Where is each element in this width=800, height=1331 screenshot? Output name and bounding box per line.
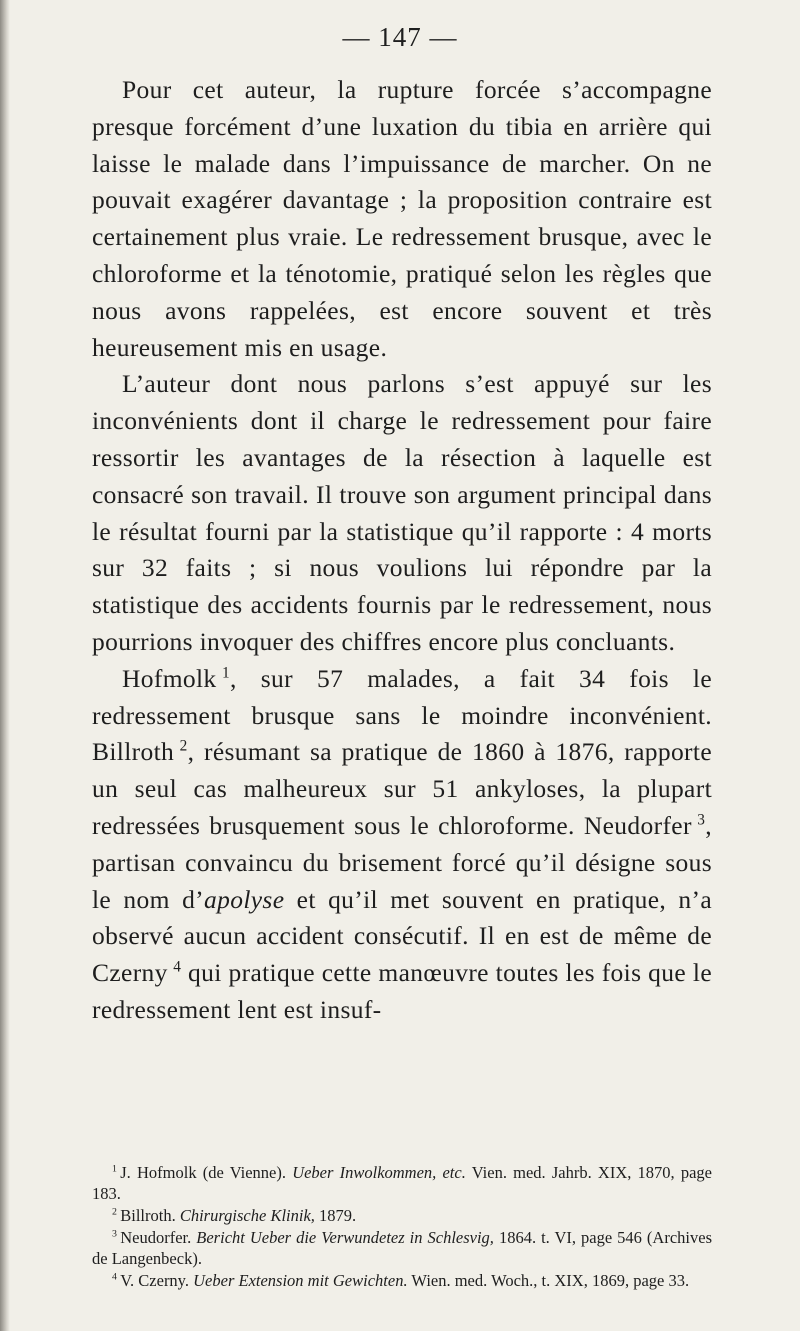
footnote-text: J. Hofmolk (de Vienne). bbox=[120, 1163, 293, 1182]
footnote-text: V. Czerny. bbox=[120, 1271, 194, 1290]
body-text bbox=[92, 72, 712, 1029]
footnote-2 bbox=[92, 1205, 712, 1226]
footnote-title: Chirurgische Klinik, bbox=[179, 1206, 315, 1225]
footnote-number: 4 bbox=[112, 1271, 117, 1283]
footnote-number: 3 bbox=[112, 1228, 117, 1240]
paragraph-3 bbox=[92, 661, 712, 1029]
footnote-1 bbox=[92, 1162, 712, 1204]
page-number-header: — 147 — bbox=[342, 22, 458, 52]
apolyse-term: apolyse bbox=[204, 884, 285, 914]
page-edge bbox=[0, 0, 10, 1331]
footnote-text: 1879. bbox=[314, 1206, 357, 1225]
paragraph-1-text: Pour cet auteur, la rupture forcée s’accompagne presque forcément d’une luxation du tibia en arrière qui laisse le malade dans l’impuissance de marcher. On ne pouvait exagérer davantage ; la proposition contraire est certainement plus vraie. Le redressement brusque, avec le chloroforme et la ténotomie, pratiqué selon les règles que nous avons rappelées, est encore souvent et très heureusement mis en usage. bbox=[92, 75, 712, 362]
paragraph-2 bbox=[92, 366, 712, 660]
paragraph-3-text-e: et qu’il met souvent en pratique, n’a observé aucun accident consécutif. Il en est de même de Czerny bbox=[92, 884, 712, 988]
paragraph-3-text-d: , partisan convaincu du brisement forcé qu’il désigne sous le nom d’ bbox=[92, 810, 712, 914]
footnote-title: Ueber Extension mit Gewichten. bbox=[193, 1271, 408, 1290]
footnote-text: Billroth. bbox=[120, 1206, 180, 1225]
paragraph-3-text-f: qui pratique cette manœuvre toutes les fois que le redressement lent est insuf- bbox=[92, 958, 712, 1024]
footnote-4 bbox=[92, 1270, 712, 1291]
footnote-3 bbox=[92, 1227, 712, 1269]
paragraph-3-text-c: , résumant sa pratique de 1860 à 1876, rapporte un seul cas malheureux sur 51 ankyloses, la plupart redressées brusquement sous le chloroforme. Neudorfer bbox=[92, 737, 712, 840]
footnote-text: Wien. med. Woch., t. XIX, 1869, page 33. bbox=[407, 1271, 690, 1290]
footnote-text: Neudorfer. bbox=[120, 1228, 197, 1247]
footnote-number: 2 bbox=[112, 1206, 117, 1218]
paragraph-3-text-b: , sur 57 malades, a fait 34 fois le redressement brusque sans le moindre inconvénient. Billroth bbox=[92, 663, 712, 767]
footnote-ref-4: 4 bbox=[173, 958, 182, 976]
footnote-title: Ueber Inwolkommen, etc. bbox=[292, 1163, 466, 1182]
footnote-ref-3: 3 bbox=[697, 811, 706, 829]
footnote-number: 1 bbox=[112, 1163, 117, 1175]
footnote-ref-1: 1 bbox=[222, 664, 230, 682]
footnote-text: 1864. t. VI, page 546 (Archives de Langenbeck). bbox=[92, 1228, 712, 1268]
paragraph-1 bbox=[92, 72, 712, 366]
footnote-text: Vien. med. Jahrb. XIX, 1870, page 183. bbox=[92, 1163, 713, 1203]
footnote-ref-2: 2 bbox=[179, 737, 188, 755]
footnote-title: Bericht Ueber die Verwundetez in Schlesvig, bbox=[196, 1228, 494, 1247]
footnotes bbox=[92, 1162, 712, 1292]
paragraph-3-text-a: Hofmolk bbox=[122, 663, 217, 693]
paragraph-2-text: L’auteur dont nous parlons s’est appuyé sur les inconvénients dont il charge le redressement pour faire ressortir les avantages de la résection à laquelle est consacré son travail. Il trouve son argument principal dans le résultat fourni par la statistique qu’il rapporte : 4 morts sur 32 faits ; si nous voulions lui répondre par la statistique des accidents fournis par le redressement, nous pourrions invoquer des chiffres encore plus concluants. bbox=[92, 369, 712, 656]
